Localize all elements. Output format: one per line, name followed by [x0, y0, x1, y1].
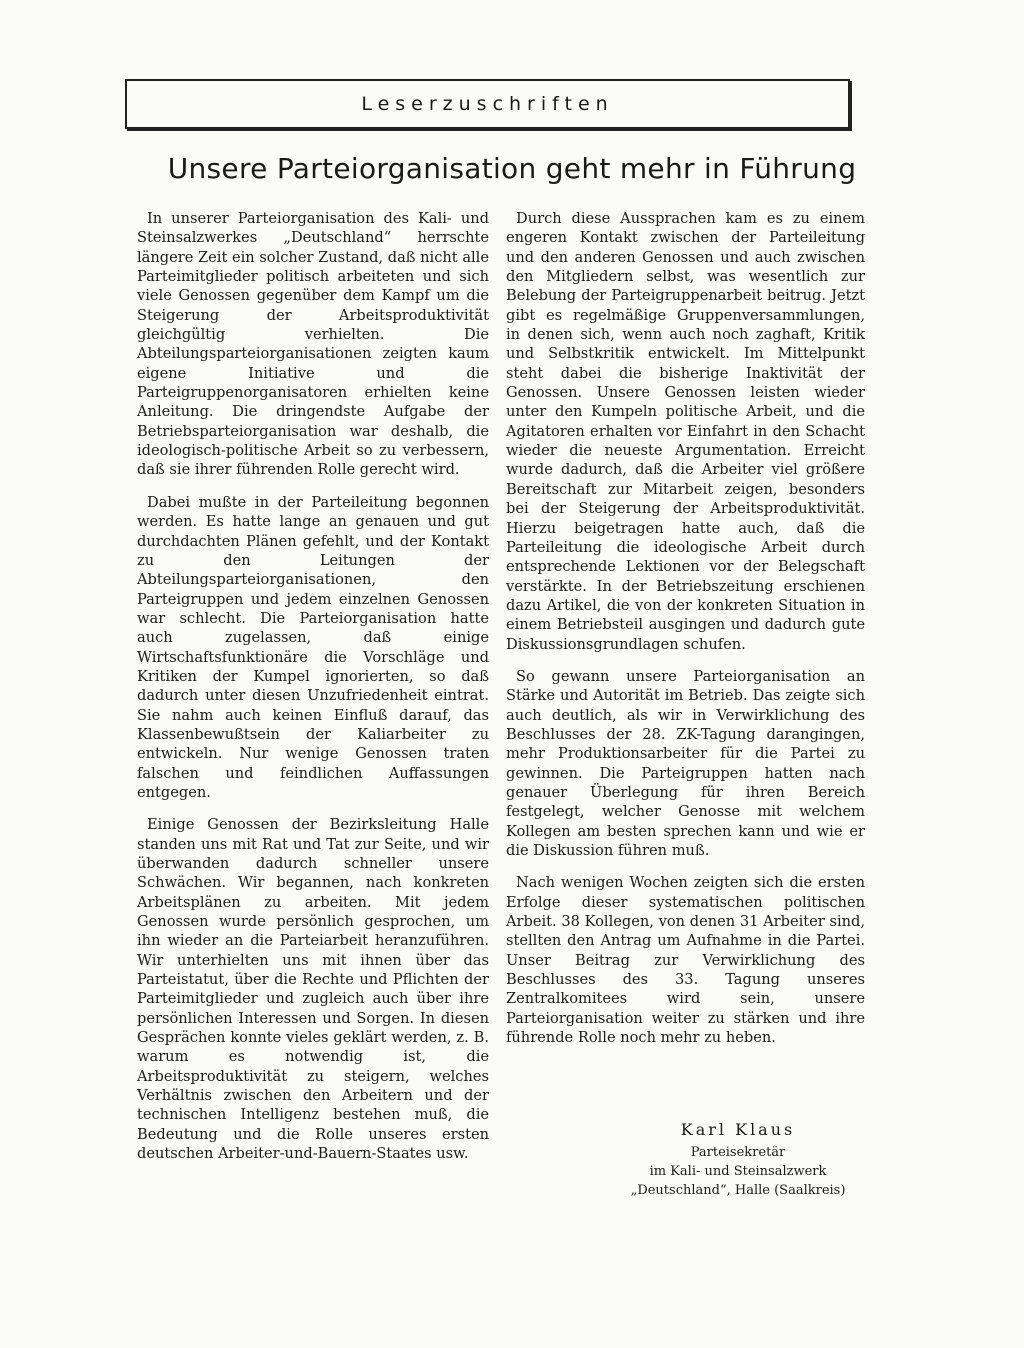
- paragraph: Durch diese Aussprachen kam es zu einem engeren Kontakt zwischen der Parteileitung und den anderen Genossen und auch zwischen den Mitgliedern selbst, was wesentlich zur Belebung der Parteigruppenarbeit beitrug. Jetzt gibt es regelmäßige Gruppenversammlungen, in denen sich, wenn auch noch zaghaft, Kritik und Selbstkritik entwickelt. Im Mittelpunkt steht dabei die bisherige Inaktivität der Genossen. Unsere Genossen leisten wieder unter den Kumpeln politische Arbeit, und die Agitatoren erhalten vor Einfahrt in den Schacht wieder die neueste Argumentation. Erreicht wurde dadurch, daß die Arbeiter viel größere Bereitschaft zur Mitarbeit zeigen, besonders bei der Steigerung der Arbeitsproduktivität. Hierzu beigetragen hatte auch, daß die Parteileitung die ideologische Arbeit durch entsprechende Lektionen vor der Belegschaft verstärkte. In der Betriebszeitung erschienen dazu Artikel, die von der konkreten Situation in einem Betriebsteil ausgingen und dadurch gute Diskussionsgrundlagen schufen.: [506, 210, 865, 653]
- article-column-right: [506, 209, 865, 1060]
- section-header-box: [125, 79, 850, 129]
- author-org-line2: „Deutschland“, Halle (Saalkreis): [630, 1183, 846, 1198]
- paragraph: In unserer Parteiorganisation des Kali- und Steinsalzwerkes „Deutschland“ herrschte längere Zeit ein solcher Zustand, daß nicht alle Parteimitglieder politisch arbeiteten und sich viele Genossen gegenüber dem Kampf um die Steigerung der Arbeitsproduktivität gleichgültig verhielten. Die Abteilungsparteiorganisationen zeigten kaum eigene Initiative und die Parteigruppenorganisatoren erhielten keine Anleitung. Die dringendste Aufgabe der Betriebsparteiorganisation war deshalb, die ideologisch-politische Arbeit so zu verbessern, daß sie ihrer führenden Rolle gerecht wird.: [137, 210, 489, 479]
- paragraph: Dabei mußte in der Parteileitung begonnen werden. Es hatte lange an genauen und gut durchdachten Plänen gefehlt, und der Kontakt zu den Leitungen der Abteilungsparteiorganisationen, den Parteigruppen und jedem einzelnen Genossen war schlecht. Die Parteiorganisation hatte auch zugelassen, daß einige Wirtschaftsfunktionäre die Vorschläge und Kritiken der Kumpel ignorierten, so daß dadurch unter diesen Unzufriedenheit eintrat. Sie nahm auch keinen Einfluß darauf, das Klassenbewußtsein der Kaliarbeiter zu entwickeln. Nur wenige Genossen traten falschen und feindlichen Auffassungen entgegen.: [137, 493, 489, 801]
- article-column-left: [137, 209, 489, 1177]
- article-headline: Unsere Parteiorganisation geht mehr in Führung: [167, 152, 857, 185]
- author-org-line1: im Kali- und Steinsalzwerk: [649, 1164, 827, 1179]
- section-title: Leserzuschriften: [361, 93, 614, 115]
- paragraph: Einige Genossen der Bezirksleitung Halle standen uns mit Rat und Tat zur Seite, und wir überwanden dadurch schneller unsere Schwächen. Wir begannen, nach konkreten Arbeitsplänen zu arbeiten. Mit jedem Genossen wurde persönlich gesprochen, um ihn wieder an die Parteiarbeit heranzuführen. Wir unterhielten uns mit ihnen über das Parteistatut, über die Rechte und Pflichten der Parteimitglieder und zugleich auch über ihre persönlichen Interessen und Sorgen. In diesen Gesprächen konnte vieles geklärt werden, z. B. warum es notwendig ist, die Arbeitsproduktivität zu steigern, welches Verhältnis zwischen den Arbeitern und der technischen Intelligenz bestehen muß, die Bedeutung und die Rolle unseres ersten deutschen Arbeiter-und-Bauern-Staates usw.: [137, 816, 489, 1163]
- author-role: Parteisekretär: [690, 1145, 786, 1160]
- author-signature: [600, 1120, 876, 1200]
- paragraph: Nach wenigen Wochen zeigten sich die ersten Erfolge dieser systematischen politischen Arbeit. 38 Kollegen, von denen 31 Arbeiter sind, stellten den Antrag um Aufnahme in die Partei. Unser Beitrag zur Verwirklichung des Beschlusses des 33. Tagung unseres Zentralkomitees wird sein, unsere Parteiorganisation weiter zu stärken und ihre führende Rolle noch mehr zu heben.: [506, 874, 865, 1047]
- paragraph: So gewann unsere Parteiorganisation an Stärke und Autorität im Betrieb. Das zeigte sich auch deutlich, als wir in Verwirklichung des Beschlusses der 28. ZK-Tagung darangingen, mehr Produktionsarbeiter für die Partei zu gewinnen. Die Parteigruppen hatten nach genauer Überlegung für ihren Bereich festgelegt, welcher Genosse mit welchem Kollegen am besten sprechen kann und wie er die Diskussion führen muß.: [506, 667, 865, 859]
- author-name: Karl Klaus: [680, 1120, 796, 1139]
